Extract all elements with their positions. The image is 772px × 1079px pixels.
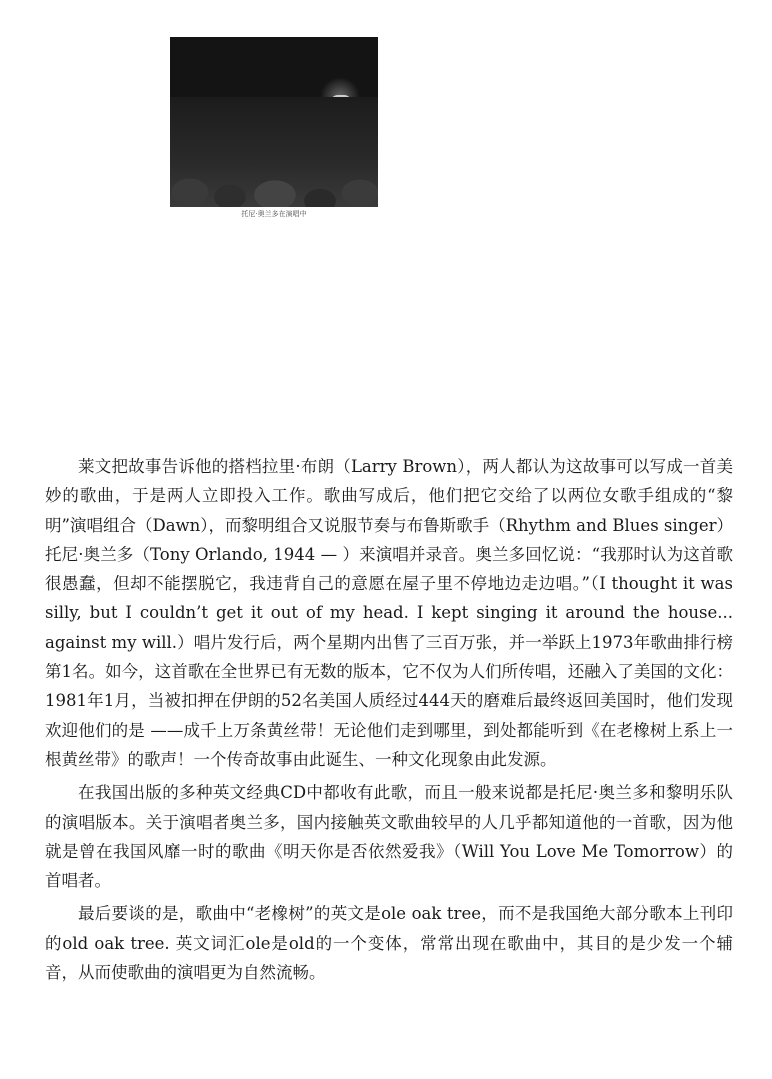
- paragraph: 在我国出版的多种英文经典CD中都收有此歌，而且一般来说都是托尼·奥兰多和黎明乐队的演唱版本。关于演唱者奥兰多，国内接触英文歌曲较早的人几乎都知道他的一首歌，因为他就是曾在我国风靡一时的歌曲《明天你是否依然爱我》（Will You Love Me Tomorrow）的首唱者。: [45, 783, 733, 891]
- body-text: [45, 452, 733, 991]
- concert-photo: [170, 37, 378, 207]
- paragraph: 莱文把故事告诉他的搭档拉里·布朗（Larry Brown），两人都认为这故事可以写成一首美妙的歌曲，于是两人立即投入工作。歌曲写成后，他们把它交给了以两位女歌手组成的“黎明”演唱组合（Dawn），而黎明组合又说服节奏与布鲁斯歌手（Rhythm and Blues singer）托尼·奥兰多（Tony Orlando, 1944 — ）来演唱并录音。奥兰多回忆说：“我那时认为这首歌很愚蠢，但却不能摆脱它，我违背自己的意愿在屋子里不停地边走边唱。”（I thought it was silly, but I couldn’t get it out of my head. I kept singing it around the house... against my will.）唱片发行后，两个星期内出售了三百万张，并一举跃上1973年歌曲排行榜第1名。如今，这首歌在全世界已有无数的版本，它不仅为人们所传唱，还融入了美国的文化：1981年1月，当被扣押在伊朗的52名美国人质经过444天的磨难后最终返回美国时，他们发现欢迎他们的是 ——成千上万条黄丝带！无论他们走到哪里，到处都能听到《在老橡树上系上一根黄丝带》的歌声！一个传奇故事由此诞生、一种文化现象由此发源。: [45, 457, 733, 769]
- audience-foreground: [170, 97, 378, 207]
- photo-caption: 托尼·奥兰多在演唱中: [241, 210, 307, 218]
- paragraph: 最后要谈的是，歌曲中“老橡树”的英文是ole oak tree，而不是我国绝大部分歌本上刊印的old oak tree. 英文词汇ole是old的一个变体，常常出现在歌曲中，其目的是少发一个辅音，从而使歌曲的演唱更为自然流畅。: [45, 904, 733, 983]
